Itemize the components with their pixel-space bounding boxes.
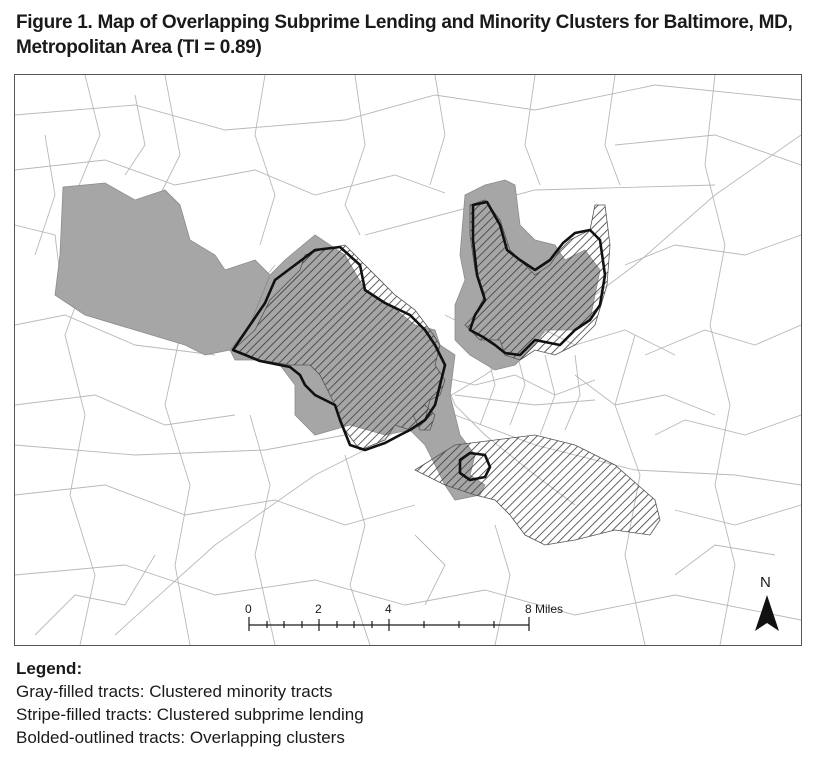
legend: [16, 657, 796, 749]
legend-title: Legend:: [16, 659, 83, 678]
legend-item-overlap: Bolded-outlined tracts: Overlapping clusters: [16, 728, 345, 747]
scale-label-4: 4: [385, 602, 392, 616]
legend-item-minority: Gray-filled tracts: Clustered minority tracts: [16, 682, 333, 701]
figure-title: Figure 1. Map of Overlapping Subprime Lending and Minority Clusters for Baltimore, MD, Metropolitan Area (TI = 0.89): [16, 12, 793, 58]
north-label: N: [760, 574, 771, 591]
legend-item-subprime: Stripe-filled tracts: Clustered subprime lending: [16, 705, 364, 724]
scale-label-0: 0: [245, 602, 252, 616]
map-frame: [14, 74, 802, 646]
scale-label-8-miles: 8 Miles: [525, 602, 564, 616]
map-canvas: [15, 75, 801, 645]
subprime-cluster-east: [465, 200, 610, 360]
minority-cluster-west: [55, 183, 270, 355]
scale-label-2: 2: [315, 602, 322, 616]
scale-bar: [249, 617, 529, 631]
north-arrow-icon: [755, 595, 779, 631]
